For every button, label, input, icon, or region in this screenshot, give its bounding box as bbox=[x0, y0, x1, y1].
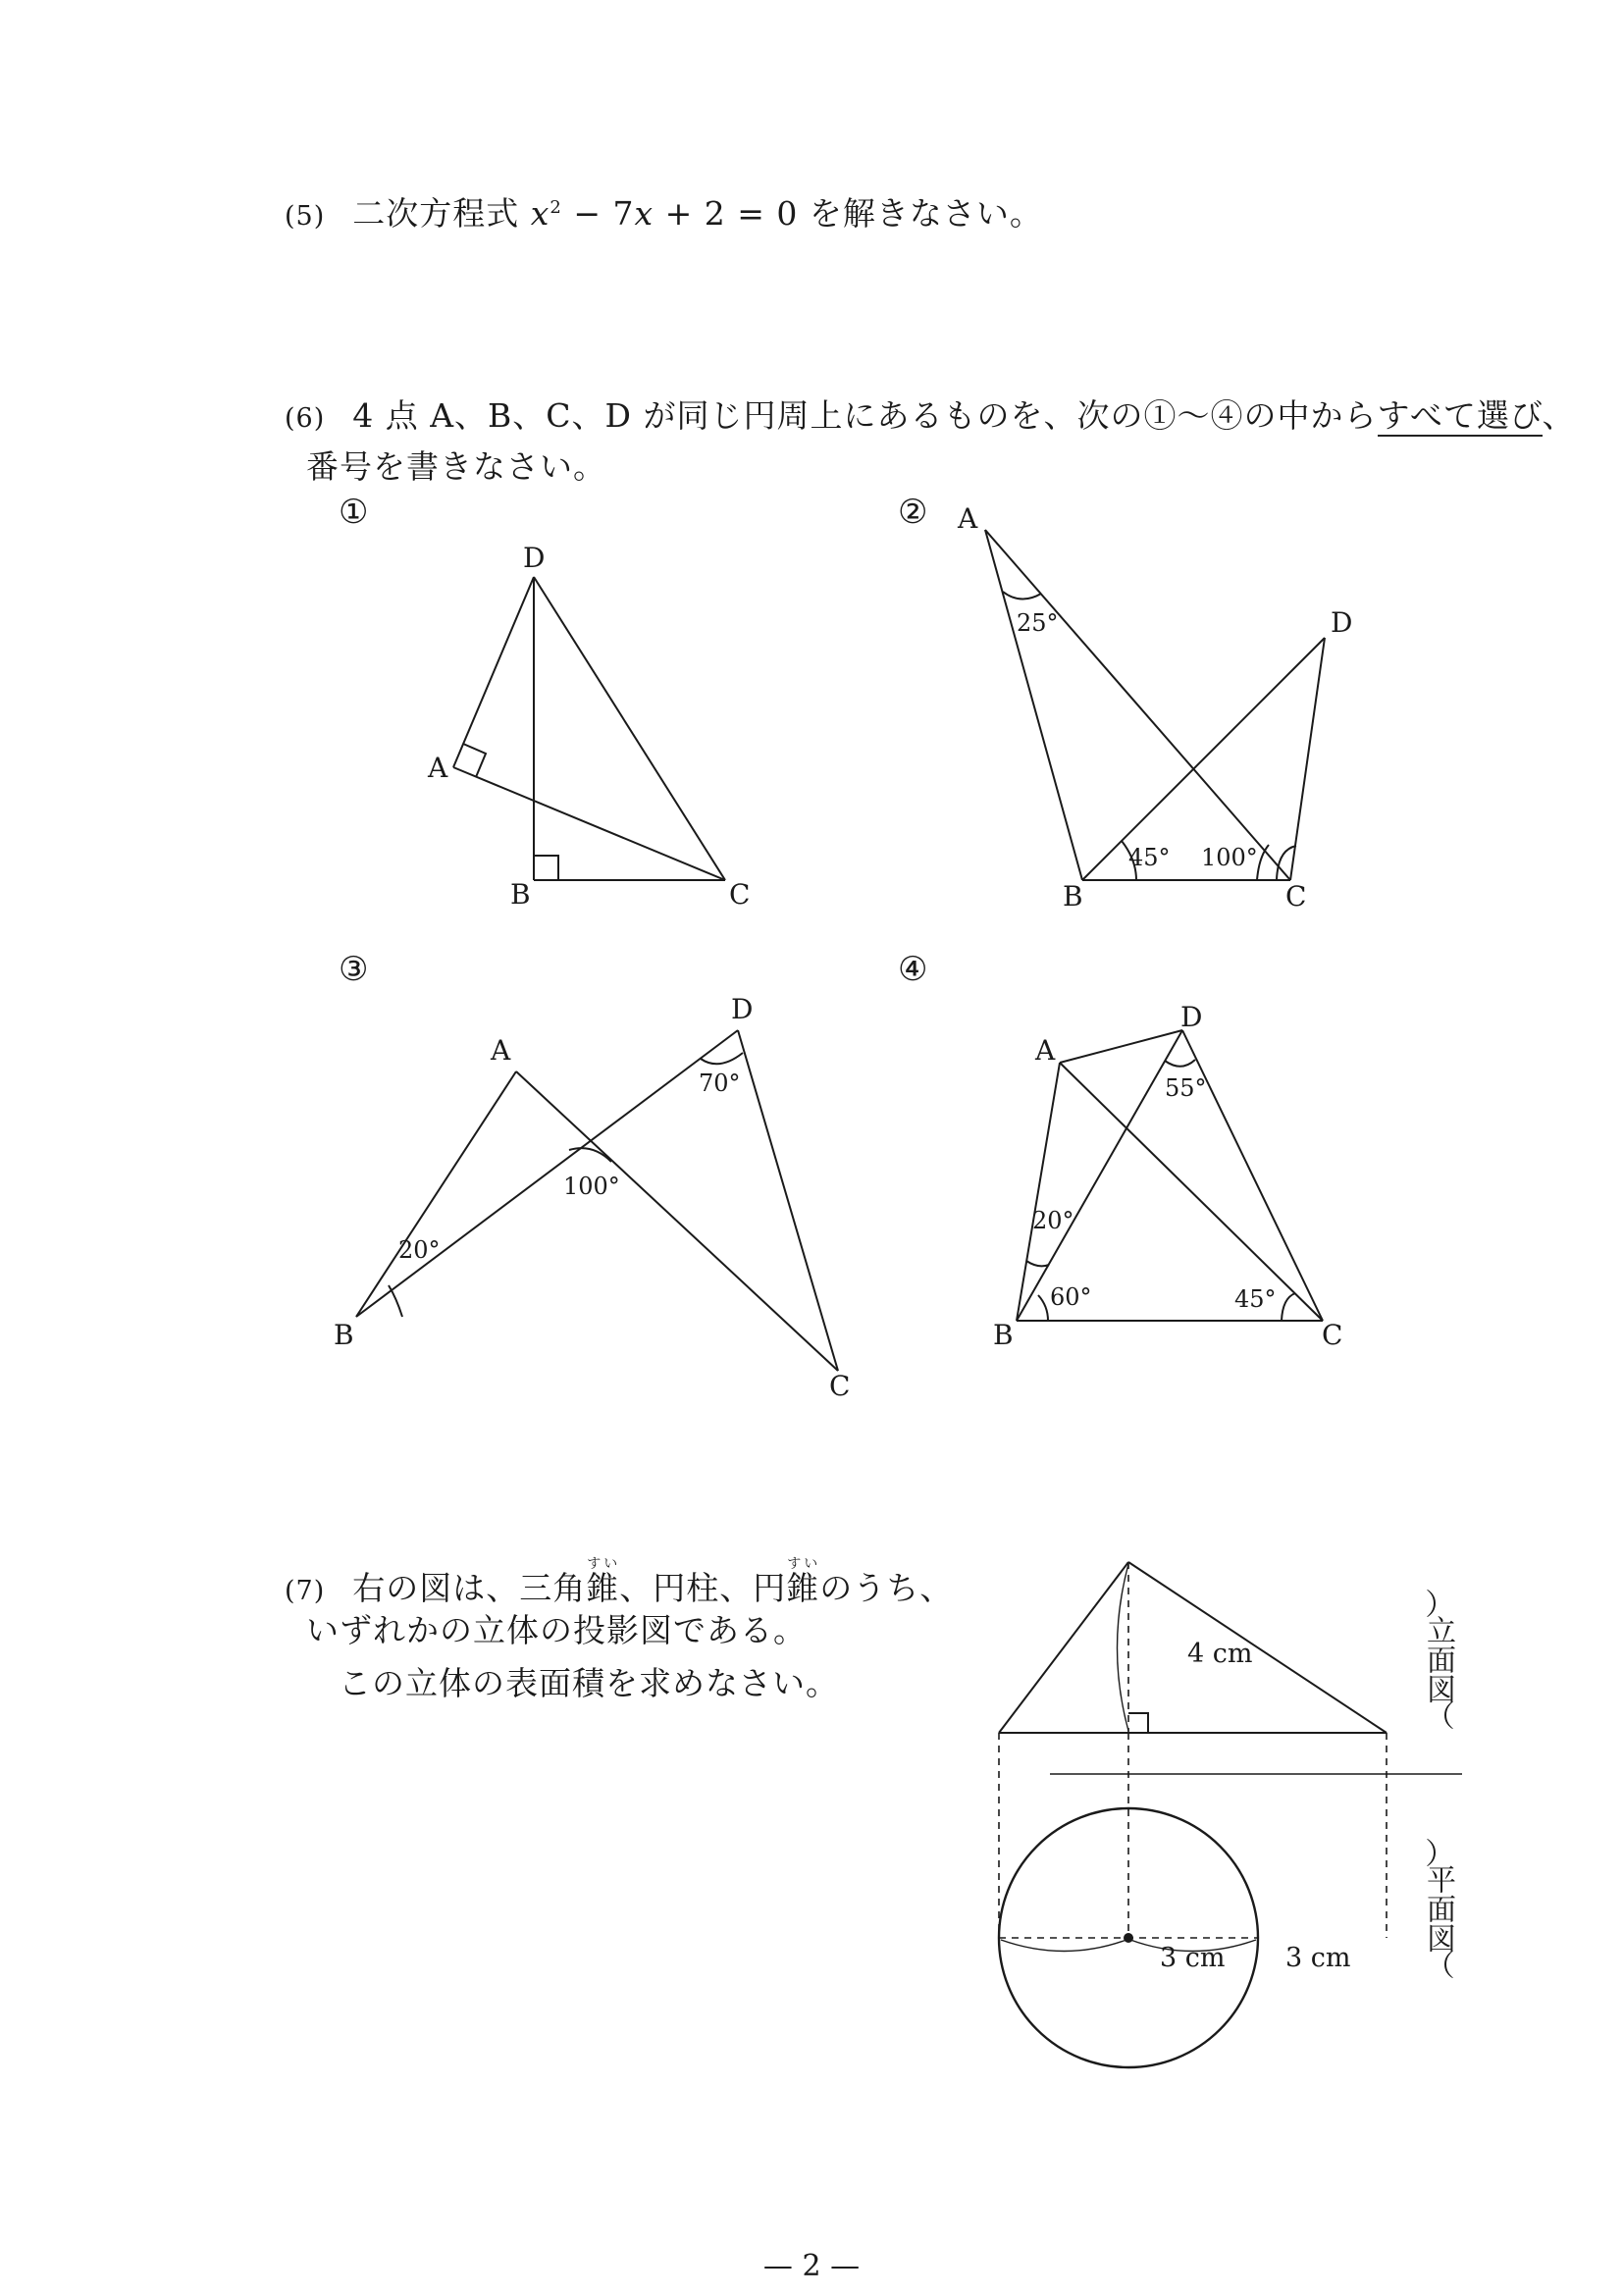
vertex-C: C bbox=[729, 878, 751, 911]
figure-2-mark: ② bbox=[898, 493, 928, 532]
question-6-line-1: (6) 4 点 A、B、C、D が同じ円周上にあるものを、次の①〜④の中からすべて選び、 bbox=[285, 392, 1576, 443]
vertex-D: D bbox=[731, 993, 754, 1025]
figure-4-mark: ④ bbox=[898, 950, 928, 989]
radius-label-left: 3 cm bbox=[1160, 1943, 1226, 1973]
vertex-D: D bbox=[1331, 606, 1353, 639]
angle-label: 20° bbox=[398, 1236, 441, 1264]
angle-label: 100° bbox=[563, 1173, 620, 1200]
vertex-B: B bbox=[1063, 880, 1083, 913]
angle-label: 25° bbox=[1017, 609, 1059, 637]
vertex-C: C bbox=[1322, 1319, 1343, 1351]
question-number: (6) bbox=[285, 403, 326, 434]
projection-drawing bbox=[999, 1562, 1462, 2067]
underlined-text: すべて選び bbox=[1377, 396, 1543, 435]
plan-view-label: ︵ 平面図 ︶ bbox=[1421, 1838, 1455, 1979]
vertex-B: B bbox=[510, 878, 531, 911]
figure-1-mark: ① bbox=[339, 493, 369, 532]
angle-label: 45° bbox=[1128, 844, 1171, 871]
vertex-D: D bbox=[523, 542, 546, 574]
page-number: — 2 — bbox=[762, 2249, 861, 2283]
angle-label: 100° bbox=[1201, 844, 1258, 871]
angle-label: 55° bbox=[1165, 1074, 1207, 1102]
question-number: (5) bbox=[285, 201, 326, 232]
question-7-line-2: いずれかの立体の投影図である。 bbox=[306, 1611, 807, 1649]
height-label: 4 cm bbox=[1187, 1639, 1253, 1669]
figure-2 bbox=[957, 502, 1352, 913]
vertex-B: B bbox=[993, 1319, 1014, 1351]
angle-label: 20° bbox=[1032, 1207, 1074, 1234]
vertex-C: C bbox=[1285, 880, 1307, 913]
vertex-A: A bbox=[491, 1034, 511, 1067]
angle-label: 60° bbox=[1050, 1283, 1092, 1311]
angle-label: 45° bbox=[1234, 1285, 1277, 1313]
angle-label: 70° bbox=[699, 1070, 741, 1097]
vertex-D: D bbox=[1180, 1001, 1203, 1033]
vertex-B: B bbox=[334, 1319, 354, 1351]
question-5: (5) 二次方程式 $x^2 - 7x + 2 = 0$ を解きなさい。 bbox=[285, 184, 1043, 240]
question-number: (7) bbox=[285, 1576, 326, 1606]
figure-4 bbox=[993, 1001, 1342, 1351]
vertex-A: A bbox=[428, 752, 448, 784]
figure-3-mark: ③ bbox=[339, 950, 369, 989]
vertex-C: C bbox=[829, 1370, 851, 1402]
question-7-line-3: この立体の表面積を求めなさい。 bbox=[339, 1664, 839, 1702]
question-6-line-2: 番号を書きなさい。 bbox=[306, 447, 606, 486]
vertex-A: A bbox=[958, 502, 978, 535]
figure-1 bbox=[427, 542, 750, 911]
front-view-label: ︵ 立面図 ︶ bbox=[1421, 1589, 1455, 1730]
vertex-A: A bbox=[1035, 1034, 1056, 1067]
question-7-line-1: (7) 右の図は、三角錐すい、円柱、円錐すいのうち、 bbox=[285, 1556, 953, 1615]
figure-3 bbox=[334, 993, 850, 1402]
radius-label-right: 3 cm bbox=[1285, 1943, 1351, 1973]
